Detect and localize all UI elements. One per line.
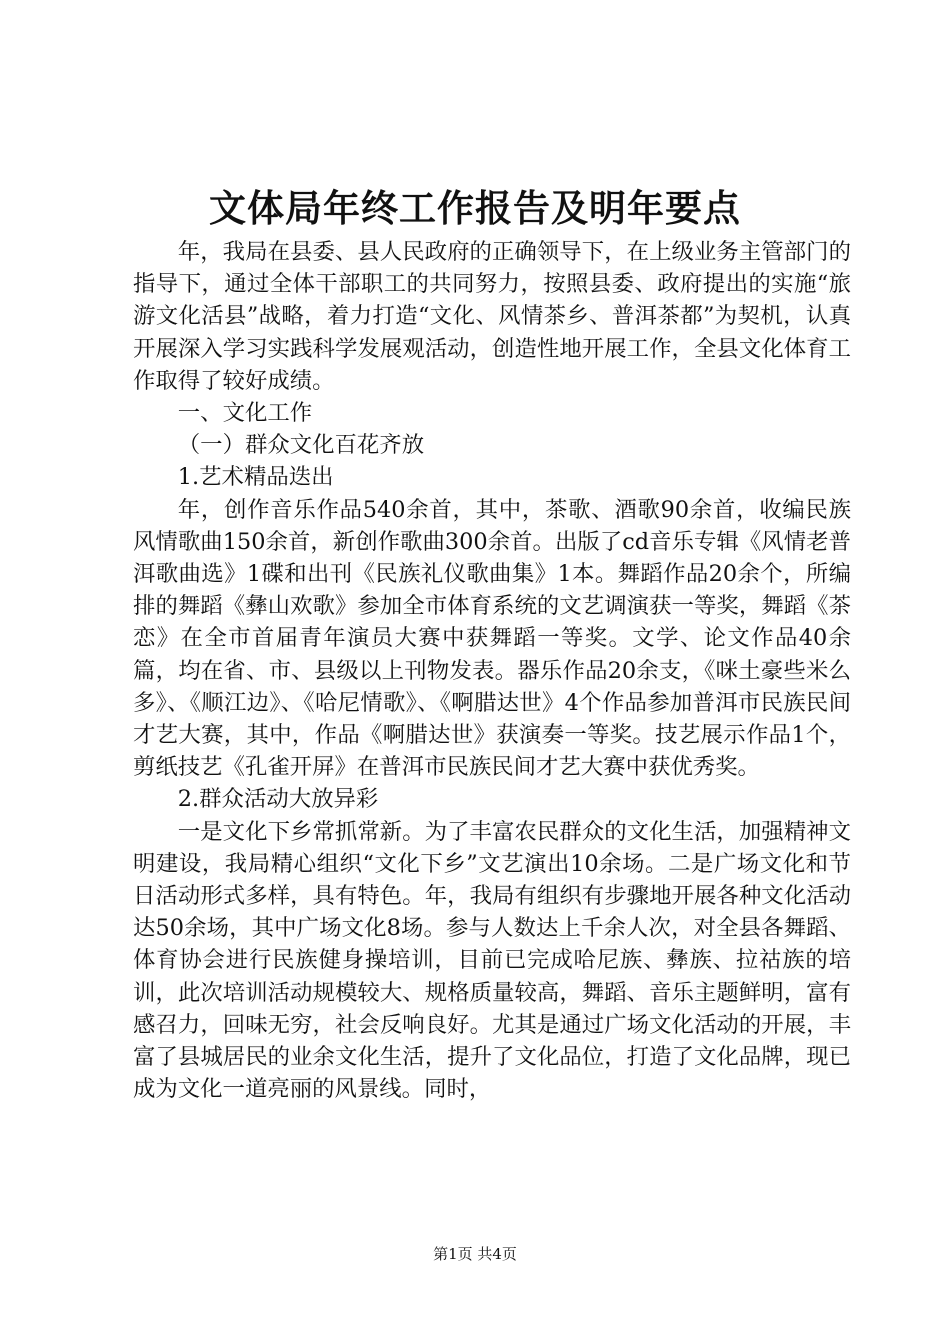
item-heading: 1.艺术精品迭出 <box>177 464 334 491</box>
intro-paragraph: 年，我局在县委、县人民政府的正确领导下，在上级业务主管部门的指导下，通过全体干部职工的共同努力，按照县委、政府提出的实施“旅游文化活县”战略，着力打造“文化、风情茶乡、普洱茶都”为契机，认真开展深入学习实践科学发展观活动，创造性地开展工作，全县文化体育工作取得了较好成绩。 <box>133 239 851 394</box>
page-footer: 第1页 共4页 <box>433 1245 517 1263</box>
body-paragraph: 一是文化下乡常抓常新。为了丰富农民群众的文化生活，加强精神文明建设，我局精心组织“文化下乡”文艺演出10余场。二是广场文化和节日活动形式多样，具有特色。年，我局有组织有步骤地开展各种文化活动达50余场，其中广场文化8场。参与人数达上千余人次，对全县各舞蹈、体育协会进行民族健身操培训，目前已完成哈尼族、彝族、拉祜族的培训，此次培训活动规模较大、规格质量较高，舞蹈、音乐主题鲜明，富有感召力，回味无穷，社会反响良好。尤其是通过广场文化活动的开展，丰富了县城居民的业余文化生活，提升了文化品位，打造了文化品牌，现已成为文化一道亮丽的风景线。同时， <box>133 818 851 1103</box>
document-body <box>133 236 851 1105</box>
body-paragraph: 年，创作音乐作品540余首，其中，茶歌、酒歌90余首，收编民族风情歌曲150余首，新创作歌曲300余首。出版了cd音乐专辑《风情老普洱歌曲选》1碟和出刊《民族礼仪歌曲集》1本。舞蹈作品20余个，所编排的舞蹈《彝山欢歌》参加全市体育系统的文艺调演获一等奖，舞蹈《茶恋》在全市首届青年演员大赛中获舞蹈一等奖。文学、论文作品40余篇，均在省、市、县级以上刊物发表。器乐作品20余支，《咪土豪些米么多》、《顺江边》、《哈尼情歌》、《啊腊达世》4个作品参加普洱市民族民间才艺大赛，其中，作品《啊腊达世》获演奏一等奖。技艺展示作品1个，剪纸技艺《孔雀开屏》在普洱市民族民间才艺大赛中获优秀奖。 <box>133 496 851 781</box>
document-title: 文体局年终工作报告及明年要点 <box>209 186 741 230</box>
section-heading: 一、文化工作 <box>177 400 313 427</box>
subsection-heading: （一）群众文化百花齐放 <box>177 432 425 459</box>
item-heading: 2.群众活动大放异彩 <box>177 786 379 813</box>
